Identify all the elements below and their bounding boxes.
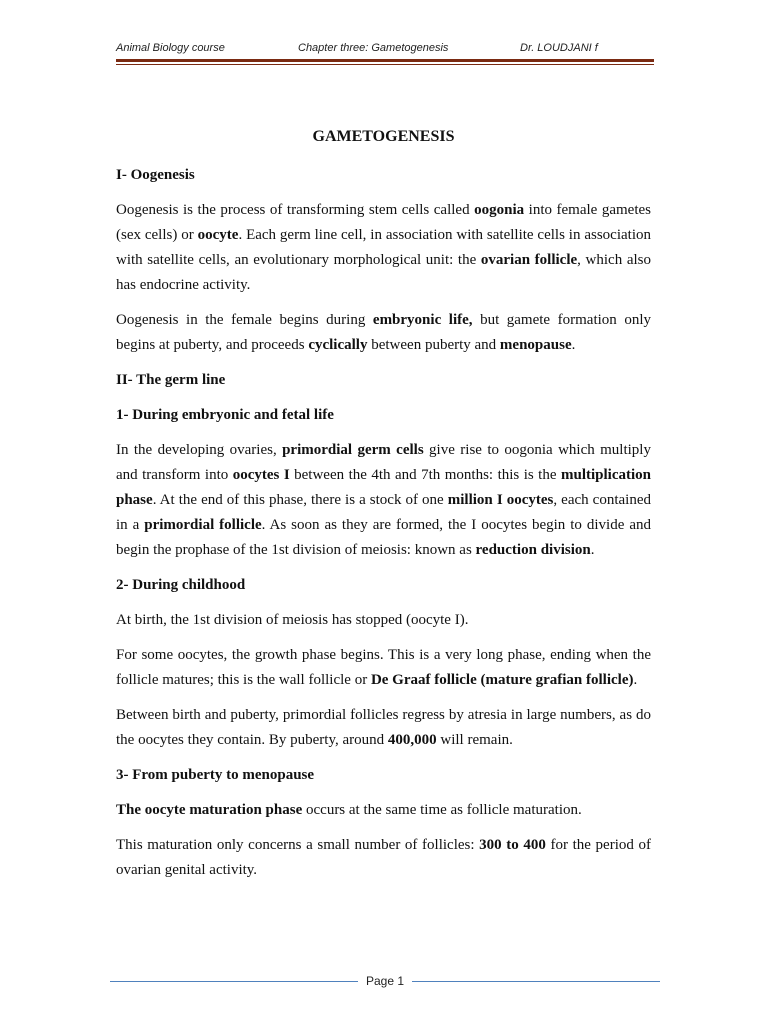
paragraph-birth-meiosis: At birth, the 1st division of meiosis has stopped (oocyte I). [116, 612, 469, 628]
paragraph-embryonic-life: In the developing ovaries, primordial germ cells give rise to oogonia which multiply and transform into oocytes I between the 4th and 7th months: this is the multiplication phase. At the end of this phase, there is a stock of one million I oocytes, each contained in a primordial follicle. As soon as they are formed, the I oocytes begin to divide and begin the prophase of the 1st division of meiosis: known as reduction division. [116, 442, 651, 558]
section-heading-oogenesis: I- Oogenesis [116, 167, 195, 183]
paragraph-oogenesis-timing: Oogenesis in the female begins during embryonic life, but gamete formation only begins at puberty, and proceeds cyclically between puberty and menopause. [116, 312, 651, 353]
page-header [116, 42, 654, 58]
paragraph-growth-phase: For some oocytes, the growth phase begins. This is a very long phase, ending when the follicle matures; this is the wall follicle or De Graaf follicle (mature grafian follicle). [116, 647, 651, 688]
paragraph-follicle-count: This maturation only concerns a small number of follicles: 300 to 400 for the period of ovarian genital activity. [116, 837, 651, 878]
header-author: Dr. LOUDJANI f [520, 42, 598, 54]
section-heading-germ-line: II- The germ line [116, 372, 226, 388]
header-rule-thin [116, 64, 654, 65]
paragraph-maturation-phase: The oocyte maturation phase occurs at the same time as follicle maturation. [116, 802, 582, 818]
footer-rule-left [110, 981, 358, 982]
subheading-embryonic-life: 1- During embryonic and fetal life [116, 407, 334, 423]
subheading-puberty-menopause: 3- From puberty to menopause [116, 767, 315, 783]
paragraph-oogenesis-definition: Oogenesis is the process of transforming stem cells called oogonia into female gametes (sex cells) or oocyte. Each germ line cell, in association with satellite cells in association with satellite cells, an evolutionary morphological unit: the ovarian follicle, which also has endocrine activity. [116, 202, 652, 293]
page-title: GAMETOGENESIS [312, 128, 455, 145]
document-body [116, 124, 651, 893]
header-rule-thick [116, 59, 654, 62]
header-chapter: Chapter three: Gametogenesis [298, 42, 449, 54]
footer-rule-right [412, 981, 660, 982]
page-number: Page 1 [365, 974, 405, 988]
subheading-childhood: 2- During childhood [116, 577, 246, 593]
header-course: Animal Biology course [116, 42, 225, 54]
paragraph-atresia: Between birth and puberty, primordial follicles regress by atresia in large numbers, as do the oocytes they contain. By puberty, around 400,000 will remain. [116, 707, 651, 748]
